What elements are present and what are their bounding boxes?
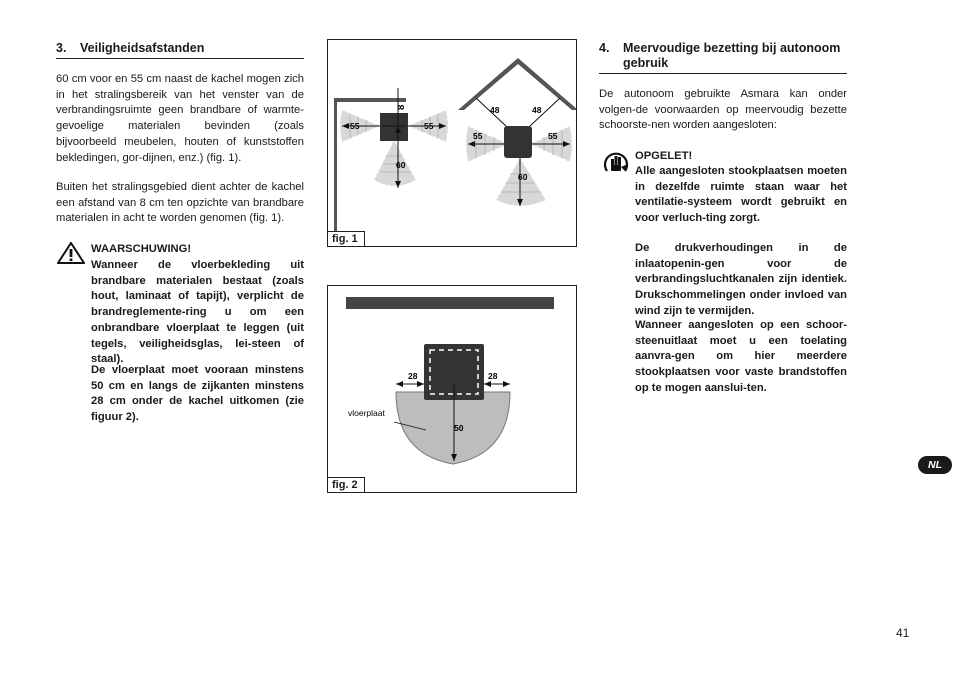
language-badge: NL [918,456,952,474]
figure-2-label: fig. 2 [327,477,365,493]
fig2-dim-left: 28 [408,371,418,381]
section-3-title: Veiligheidsafstanden [80,41,205,55]
fig1-dim-front-a: 60 [396,160,406,170]
warning-text-plate: De vloerplaat moet vooraan minstens 50 cm en langs de zijkanten minstens 28 cm onder de kachel uitkomen (zie figuur 2). [91,364,304,424]
fig2-dim-front: 50 [454,423,464,433]
figure-2-diagram [328,286,576,492]
page-number: 41 [896,626,910,640]
fig1-dim-right-b: 55 [548,131,558,141]
warning-title: WAARSCHUWING! [91,243,192,255]
fig1-wall-left [334,102,337,236]
fig1-dim-front-b: 60 [518,172,528,182]
warning-text-floor: Wanneer de vloerbekleding uit brandbare materialen bestaat (zoals hout, laminaat of tapijt), verplicht de brandreglemente-ring u om een onbrandbare vloerplaat te leggen (uit tegels, veiligheidsglas, lei-steen of staal). [91,259,304,366]
figure-1 [327,39,577,247]
section-4-title: Meervoudige bezetting bij autonoom gebruik [623,41,841,70]
fig1-dim-right-a: 55 [424,121,434,131]
caution-text-ventilation: Alle aangesloten stookplaatsen moeten in dezelfde ruimte staan waar het ventilatie-systeem wordt gebruikt en voor verluch-ting zorgt. [635,165,847,225]
multiple-occupancy-paragraph: De autonoom gebruikte Asmara kan onder volgen-de voorwaarden op meervoudig bezette schoorste-nen worden aangesloten: [599,88,847,132]
caution-text-pressure: De drukverhoudingen in de inlaatopenin-gen voor de verbrandingsluchtkanalen zijn identiek. Drukschommelingen onder invloed van wind zijn te vermijden. [635,242,847,317]
fig1-dim-corner-right: 48 [532,105,542,115]
caution-title: OPGELET! [635,150,693,162]
fig1-dim-behind: 8 [396,104,407,110]
fig2-floor-plate [396,392,510,464]
rear-distance-paragraph: Buiten het stralingsgebied dient achter de kachel een afstand van 8 cm ten opzichte van brandbare materialen in acht te worden genomen (fig. 1). [56,181,304,225]
fig2-plate-label: vloerplaat [348,408,385,418]
fig2-dim-right: 28 [488,371,498,381]
safety-distance-paragraph: 60 cm voor en 55 cm naast de kachel mogen zich in het stralingsbereik van het venster van de verbrandingsruimte geen brandbare of warmte-gevoelige materialen bevinden (zoals bijvoorbeeld meubelen, houten of kunststoffen bekledingen, gor-dijnen, enz.) (fig. 1). [56,73,304,164]
fig1-stove-b [504,126,532,158]
fig1-dim-left-b: 55 [473,131,483,141]
figure-1-diagram [328,40,576,246]
fig1-dim-corner-left: 48 [490,105,500,115]
hand-caution-icon [601,147,631,182]
fig1-dim-left-a: 55 [350,121,360,131]
fig1-stove-a [380,113,408,141]
figure-1-label: fig. 1 [327,231,365,247]
section-4-heading [599,41,847,74]
fig1-corner-walls [458,58,576,110]
figure-2 [327,285,577,493]
caution-text-permit: Wanneer aangesloten op een schoor-steenuitlaat moet u een toelating aanvra-gen om hier meerdere stookplaatsen voor vaste brandstoffen op te mogen aanslui-ten. [635,319,847,394]
fig2-wall [346,297,554,309]
section-3-heading [56,41,304,59]
fig1-wall-back [334,98,406,102]
section-3-number: 3. [56,41,67,55]
warning-triangle-icon [57,242,85,269]
section-4-number: 4. [599,41,610,55]
